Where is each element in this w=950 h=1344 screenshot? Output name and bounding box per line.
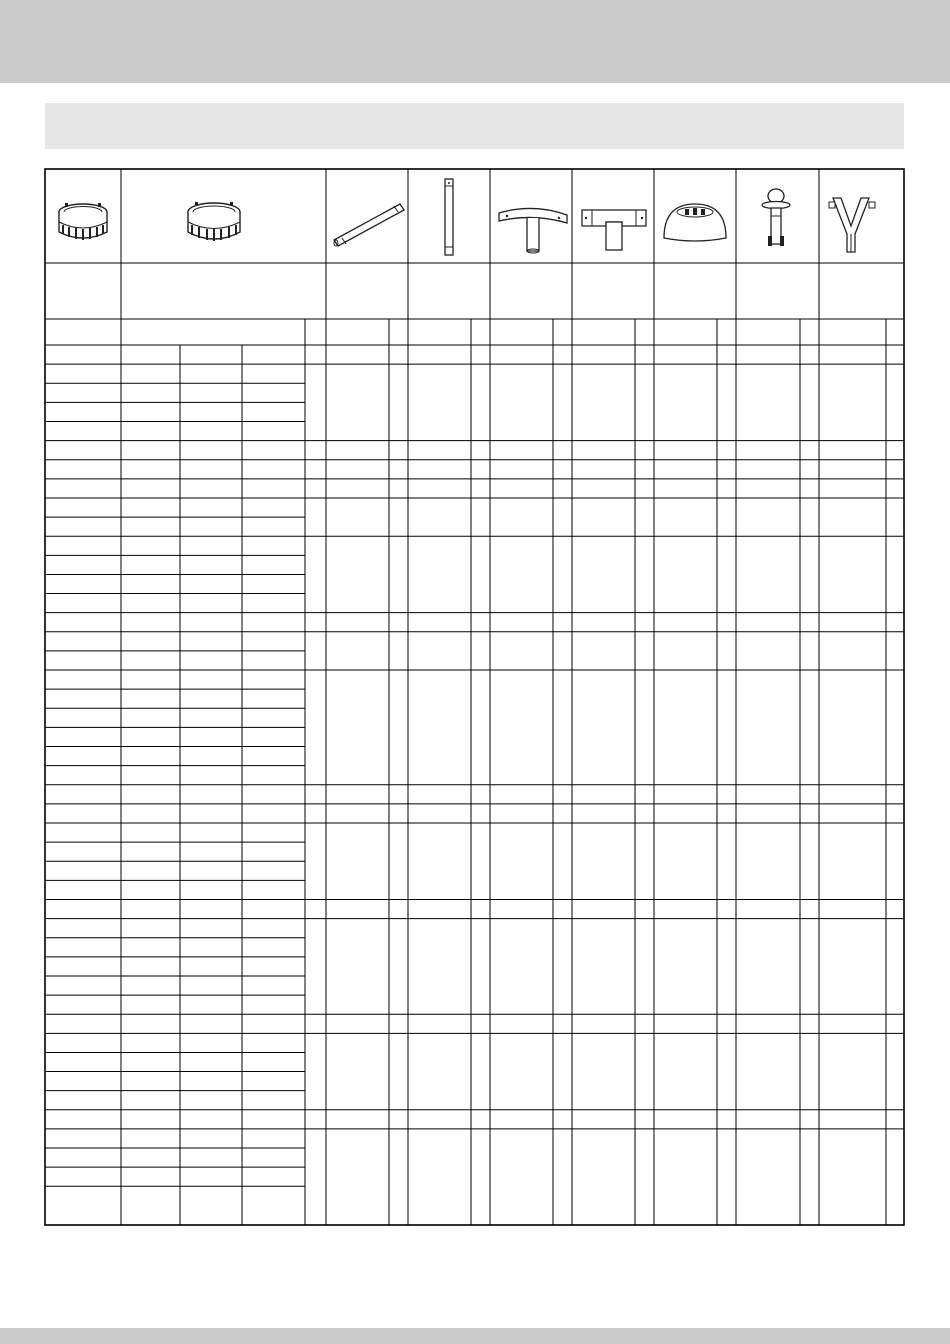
dome-cap-icon <box>660 200 730 244</box>
y-bracket-icon <box>827 190 877 258</box>
table-border <box>45 169 904 1225</box>
t-connector-icon <box>497 201 569 255</box>
small-ring-base-icon <box>55 200 111 246</box>
vertical-pole-icon <box>436 176 462 258</box>
t-joint-icon <box>578 204 650 254</box>
horizontal-tube-icon <box>328 198 408 248</box>
large-ring-base-icon <box>184 198 244 248</box>
valve-stem-icon <box>758 186 794 254</box>
footer-band <box>0 1328 950 1344</box>
